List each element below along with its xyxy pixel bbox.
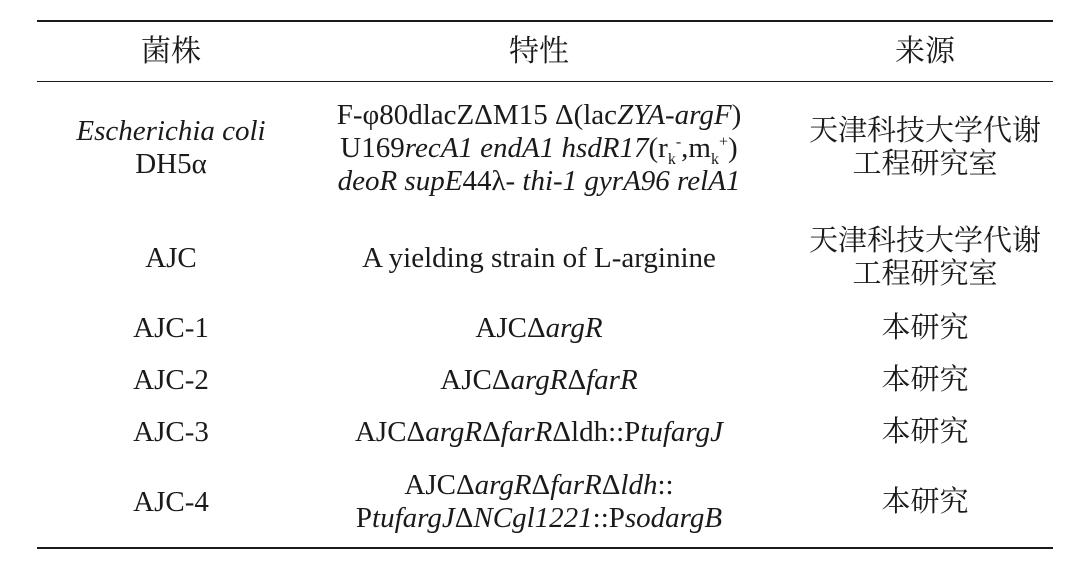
gene-name: argR bbox=[425, 415, 483, 448]
property-line bbox=[475, 312, 602, 345]
property-line bbox=[340, 131, 738, 168]
property-text: ) bbox=[731, 98, 742, 131]
property-cell bbox=[281, 354, 797, 406]
table-row bbox=[37, 302, 1053, 354]
gene-name: farR bbox=[586, 363, 638, 396]
header-strain: 菌株 bbox=[141, 35, 201, 68]
property-text: Δ bbox=[531, 469, 551, 501]
source-line: 工程研究室 bbox=[852, 258, 998, 290]
gene-name: farR bbox=[500, 415, 553, 448]
property-text: ) bbox=[728, 131, 738, 164]
gene-name: argR bbox=[474, 469, 532, 501]
gene-name: recA1 endA1 hsdR17 bbox=[404, 131, 649, 164]
property-line bbox=[404, 469, 673, 502]
gene-name: ldh bbox=[620, 469, 658, 501]
property-text: Δ bbox=[601, 469, 621, 501]
property-text: U169 bbox=[340, 131, 405, 164]
source-line: 天津科技大学代谢 bbox=[808, 115, 1041, 147]
strain-table bbox=[37, 20, 1053, 550]
property-cell bbox=[281, 84, 797, 212]
gene-name: farR bbox=[550, 469, 602, 501]
property-line bbox=[440, 364, 637, 397]
subscript: k bbox=[667, 150, 676, 168]
table-row bbox=[37, 458, 1053, 546]
strain-name-line: DH5α bbox=[135, 148, 207, 180]
source-cell: 本研究 bbox=[881, 485, 969, 518]
gene-name: argR bbox=[510, 363, 568, 396]
gene-name: NCgl1221 bbox=[473, 502, 593, 534]
property-text: (r bbox=[648, 131, 668, 164]
property-text: AJCΔ bbox=[475, 311, 546, 344]
source-line: 天津科技大学代谢 bbox=[808, 225, 1041, 257]
property-line bbox=[338, 165, 741, 198]
strain-name-line: Escherichia coli bbox=[76, 115, 266, 147]
property-line bbox=[356, 502, 722, 535]
source-cell: 本研究 bbox=[881, 363, 969, 396]
superscript: - bbox=[675, 132, 682, 150]
source-cell bbox=[797, 84, 1053, 212]
property-text: :: bbox=[657, 469, 674, 501]
header-rule bbox=[37, 81, 1053, 82]
table-row bbox=[37, 354, 1053, 406]
source-cell: 本研究 bbox=[881, 311, 969, 344]
property-text: Δldh::P bbox=[552, 415, 641, 448]
superscript: + bbox=[718, 132, 729, 150]
property-text: AJCΔ bbox=[354, 415, 426, 448]
property-text: 44λ- bbox=[462, 164, 523, 197]
table-header-row bbox=[37, 22, 1053, 81]
property-cell: A yielding strain of L-arginine bbox=[362, 241, 716, 274]
property-text: ::P bbox=[592, 502, 625, 534]
header-property: 特性 bbox=[509, 35, 569, 68]
property-text: ,m bbox=[681, 131, 711, 164]
gene-name: thi-1 gyrA96 relA1 bbox=[522, 164, 741, 197]
property-line bbox=[355, 416, 723, 449]
property-text: P bbox=[355, 502, 373, 534]
property-text: AJCΔ bbox=[404, 469, 475, 501]
strain-cell: AJC-2 bbox=[133, 363, 209, 396]
gene-name: tufargJ bbox=[640, 415, 724, 448]
source-cell bbox=[797, 214, 1053, 302]
source-cell: 本研究 bbox=[881, 415, 969, 448]
property-text: Δ bbox=[482, 415, 501, 448]
strain-cell: AJC bbox=[145, 241, 197, 274]
gene-name: ZYA-argF bbox=[617, 98, 732, 131]
strain-cell: AJC-1 bbox=[133, 311, 209, 344]
property-text: F-φ80dlacZΔM15 Δ(lac bbox=[336, 98, 618, 131]
strain-cell: AJC-4 bbox=[133, 485, 209, 518]
property-cell bbox=[281, 406, 797, 458]
gene-name: sodargB bbox=[624, 502, 723, 534]
gene-name: tufargJ bbox=[372, 502, 455, 534]
property-line bbox=[337, 99, 742, 132]
property-text: Δ bbox=[454, 502, 474, 534]
property-text: Δ bbox=[567, 363, 587, 396]
property-cell bbox=[281, 458, 797, 546]
table-row bbox=[37, 406, 1053, 458]
source-line: 工程研究室 bbox=[852, 148, 998, 180]
header-source: 来源 bbox=[895, 35, 955, 68]
gene-name: argR bbox=[545, 311, 603, 344]
bottom-rule bbox=[37, 547, 1053, 549]
gene-name: deoR supE bbox=[337, 164, 463, 197]
property-text: AJCΔ bbox=[440, 363, 511, 396]
property-cell bbox=[281, 302, 797, 354]
strain-cell: AJC-3 bbox=[133, 415, 209, 448]
table-row bbox=[37, 214, 1053, 302]
table-row bbox=[37, 84, 1053, 212]
strain-cell bbox=[37, 84, 305, 212]
subscript: k bbox=[710, 150, 719, 168]
